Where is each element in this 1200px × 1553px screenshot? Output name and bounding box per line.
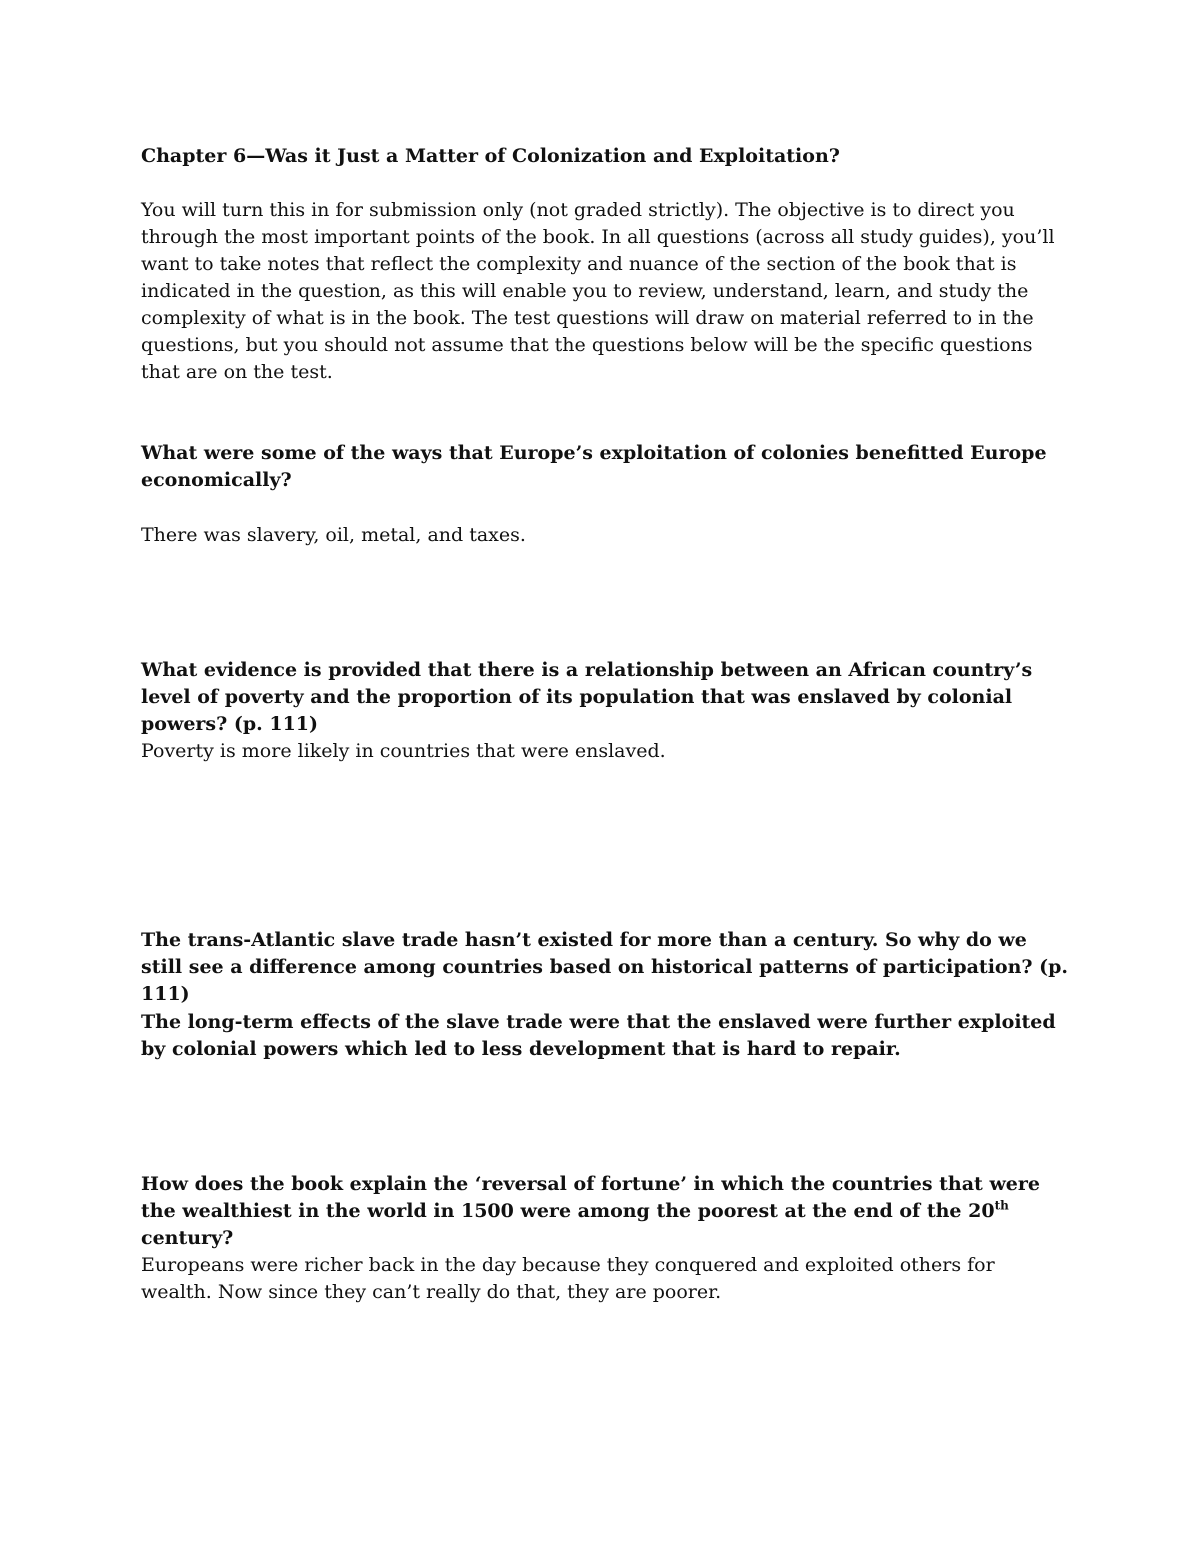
- question-2: What evidence is provided that there is a relationship between an African country’s level of poverty and the proportion of its population that was enslaved by colonial powers? (p. 111): [141, 659, 1033, 735]
- chapter-title: Chapter 6—Was it Just a Matter of Colonization and Exploitation?: [141, 145, 840, 167]
- answer-4: Europeans were richer back in the day because they conquered and exploited others for wealth. Now since they can’t really do that, they are poorer.: [141, 1254, 995, 1303]
- question-4-superscript: th: [994, 1198, 1009, 1213]
- question-4-text: How does the book explain the ‘reversal of fortune’ in which the countries that were the wealthiest in the world in 1500 were among the poorest at the end of the 20: [141, 1173, 1040, 1222]
- intro-paragraph: You will turn this in for submission only (not graded strictly). The objective is to direct you through the most important points of the book. In all questions (across all study guides), you’ll want to take notes that reflect the complexity and nuance of the section of the book that is indicated in the question, as this will enable you to review, understand, learn, and study the complexity of what is in the book. The test questions will draw on material referred to in the questions, but you should not assume that the questions below will be the specific questions that are on the test.: [141, 199, 1055, 383]
- question-4-text-end: century?: [141, 1227, 234, 1249]
- answer-1: There was slavery, oil, metal, and taxes.: [141, 524, 526, 546]
- question-4: [141, 1171, 1071, 1252]
- answer-3: The long-term effects of the slave trade were that the enslaved were further exploited by colonial powers which led to less development that is hard to repair.: [141, 1011, 1056, 1060]
- answer-2: Poverty is more likely in countries that were enslaved.: [141, 740, 666, 762]
- question-1: What were some of the ways that Europe’s exploitation of colonies benefitted Europe economically?: [141, 442, 1047, 491]
- question-3: The trans-Atlantic slave trade hasn’t existed for more than a century. So why do we still see a difference among countries based on historical patterns of participation? (p. 111): [141, 929, 1069, 1005]
